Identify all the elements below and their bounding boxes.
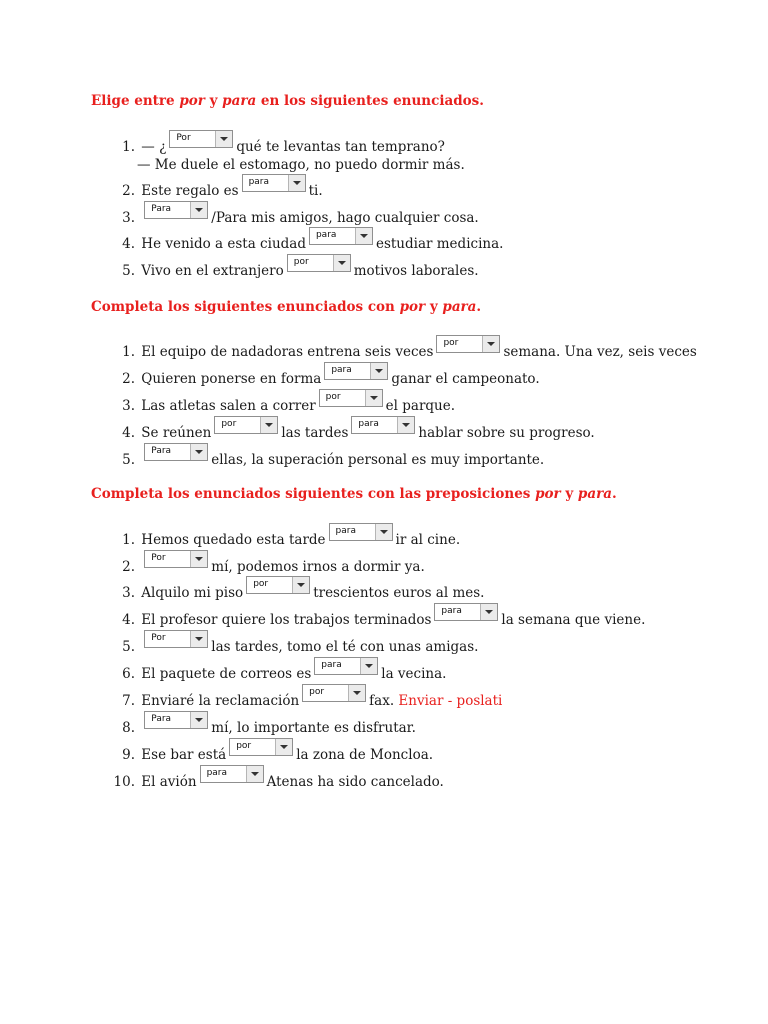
dropdown-arrow-icon[interactable] xyxy=(482,336,499,352)
dropdown-arrow-icon[interactable] xyxy=(348,685,365,701)
dropdown-arrow-icon[interactable] xyxy=(215,131,232,147)
item-text: Alquilo mi piso xyxy=(141,585,244,601)
list-item xyxy=(110,659,447,685)
item-number: 3. xyxy=(122,398,135,414)
preposition-select[interactable] xyxy=(144,201,208,219)
preposition-select[interactable] xyxy=(214,416,278,434)
preposition-select[interactable] xyxy=(242,174,306,192)
preposition-select[interactable] xyxy=(144,711,208,729)
item-text: El paquete de correos es xyxy=(141,666,312,682)
item-number: 8. xyxy=(122,720,135,736)
select-value: por xyxy=(236,740,252,751)
heading-text: y xyxy=(560,486,578,502)
list-item xyxy=(110,525,461,551)
select-value: Para xyxy=(151,445,172,456)
select-value: Por xyxy=(151,632,166,643)
item-text: semana. Una vez, seis veces xyxy=(503,344,697,360)
item-text: estudiar medicina. xyxy=(375,236,504,252)
preposition-select[interactable] xyxy=(246,576,310,594)
item-number: 5. xyxy=(122,452,135,468)
item-text: El profesor quiere los trabajos terminados xyxy=(141,612,432,628)
item-number: 5. xyxy=(122,263,135,279)
item-text: Vivo en el extranjero xyxy=(141,263,284,279)
dropdown-arrow-icon[interactable] xyxy=(190,444,207,460)
item-text: fax. xyxy=(369,693,395,709)
preposition-select[interactable] xyxy=(144,630,208,648)
list-item xyxy=(110,229,504,255)
item-text: El avión xyxy=(141,774,197,790)
preposition-select[interactable] xyxy=(319,389,383,407)
item-text: Quieren ponerse en forma xyxy=(141,371,322,387)
dropdown-arrow-icon[interactable] xyxy=(246,766,263,782)
dropdown-arrow-icon[interactable] xyxy=(190,712,207,728)
item-text: las tardes, tomo el té con unas amigas. xyxy=(211,639,479,655)
item-number: 4. xyxy=(122,236,135,252)
select-value: por xyxy=(221,418,237,429)
item-text: mí, lo importante es disfrutar. xyxy=(211,720,416,736)
item-text: Enviaré la reclamación xyxy=(141,693,300,709)
section-3-heading xyxy=(91,486,617,502)
preposition-select[interactable] xyxy=(144,443,208,461)
dropdown-arrow-icon[interactable] xyxy=(260,417,277,433)
select-value: Por xyxy=(151,552,166,563)
list-item xyxy=(110,767,444,793)
item-text: Este regalo es xyxy=(141,183,239,199)
item-number: 4. xyxy=(122,612,135,628)
item-text: motivos laborales. xyxy=(353,263,479,279)
heading-para: para xyxy=(222,93,257,109)
preposition-select[interactable] xyxy=(436,335,500,353)
list-item xyxy=(110,605,646,631)
item-continuation: — Me duele el estomago, no puedo dormir más. xyxy=(137,157,465,173)
list-item xyxy=(110,578,485,604)
item-number: 3. xyxy=(122,585,135,601)
select-value: para xyxy=(206,767,228,778)
select-value: para xyxy=(441,605,462,616)
heading-por: por xyxy=(399,299,426,315)
preposition-select[interactable] xyxy=(309,227,373,245)
list-item xyxy=(110,418,595,444)
item-text: Ese bar está xyxy=(141,747,227,763)
list-item xyxy=(110,391,456,417)
dropdown-arrow-icon[interactable] xyxy=(190,551,207,567)
heading-text: en los siguientes enunciados. xyxy=(256,93,484,109)
preposition-select[interactable] xyxy=(287,254,351,272)
preposition-select[interactable] xyxy=(324,362,388,380)
dropdown-arrow-icon[interactable] xyxy=(360,658,377,674)
select-value: para xyxy=(358,418,379,429)
item-text: Se reúnen xyxy=(141,425,212,441)
item-number: 1. xyxy=(122,532,135,548)
preposition-select[interactable] xyxy=(144,550,208,568)
heading-text: Completa los siguientes enunciados con xyxy=(91,299,400,315)
dropdown-arrow-icon[interactable] xyxy=(292,577,309,593)
item-text: El equipo de nadadoras entrena seis veces xyxy=(141,344,434,360)
preposition-select[interactable] xyxy=(314,657,378,675)
dropdown-arrow-icon[interactable] xyxy=(480,604,497,620)
select-value: Para xyxy=(151,203,172,214)
select-value: por xyxy=(293,256,309,267)
dropdown-arrow-icon[interactable] xyxy=(370,363,387,379)
item-text: Las atletas salen a correr xyxy=(141,398,316,414)
dropdown-arrow-icon[interactable] xyxy=(355,228,372,244)
item-number: 9. xyxy=(122,747,135,763)
dropdown-arrow-icon[interactable] xyxy=(288,175,305,191)
dropdown-arrow-icon[interactable] xyxy=(275,739,292,755)
item-text: ti. xyxy=(308,183,323,199)
item-number: 6. xyxy=(122,666,135,682)
dropdown-arrow-icon[interactable] xyxy=(333,255,350,271)
preposition-select[interactable] xyxy=(329,523,393,541)
preposition-select[interactable] xyxy=(434,603,498,621)
select-value: para xyxy=(248,176,270,187)
heading-para: para xyxy=(442,299,477,315)
heading-para: para xyxy=(577,486,612,502)
list-item xyxy=(110,176,323,202)
preposition-select[interactable] xyxy=(169,130,233,148)
preposition-select[interactable] xyxy=(200,765,264,783)
item-text: el parque. xyxy=(385,398,456,414)
item-number: 7. xyxy=(122,693,135,709)
item-text: ganar el campeonato. xyxy=(391,371,540,387)
select-value: para xyxy=(315,229,337,240)
select-value: para xyxy=(335,525,356,536)
select-value: por xyxy=(443,337,459,348)
item-number: 5. xyxy=(122,639,135,655)
list-item xyxy=(110,686,503,712)
item-text: qué te levantas tan temprano? xyxy=(236,139,445,155)
preposition-select[interactable] xyxy=(302,684,366,702)
item-number: 2. xyxy=(122,559,135,575)
heading-text: . xyxy=(476,299,482,315)
item-number: 3. xyxy=(122,210,135,226)
dropdown-arrow-icon[interactable] xyxy=(190,631,207,647)
select-value: por xyxy=(309,686,325,697)
preposition-select[interactable] xyxy=(229,738,293,756)
item-text: las tardes xyxy=(281,425,349,441)
heading-text: y xyxy=(204,93,223,109)
heading-por: por xyxy=(179,93,205,109)
list-item xyxy=(110,337,697,363)
section-1-heading xyxy=(91,93,484,109)
item-number: 2. xyxy=(122,183,135,199)
item-text: He venido a esta ciudad xyxy=(141,236,306,252)
item-text: la vecina. xyxy=(381,666,447,682)
select-value: Para xyxy=(151,713,172,724)
item-text: hablar sobre su progreso. xyxy=(418,425,595,441)
list-item xyxy=(110,445,545,471)
item-text: ir al cine. xyxy=(395,532,461,548)
heading-por: por xyxy=(535,486,561,502)
item-text: trescientos euros al mes. xyxy=(313,585,485,601)
item-text: Atenas ha sido cancelado. xyxy=(266,774,444,790)
list-item xyxy=(110,740,434,766)
item-text: mí, podemos irnos a dormir ya. xyxy=(211,559,425,575)
heading-text: Elige entre xyxy=(91,93,180,109)
item-number: 2. xyxy=(122,371,135,387)
select-value: para xyxy=(331,364,352,375)
item-number: 10. xyxy=(113,774,135,790)
list-item xyxy=(110,364,540,390)
dropdown-arrow-icon[interactable] xyxy=(365,390,382,406)
enviar-link[interactable]: Enviar - poslati xyxy=(398,693,503,709)
list-item xyxy=(110,713,416,739)
item-number: 1. xyxy=(122,139,135,155)
dropdown-arrow-icon[interactable] xyxy=(397,417,414,433)
heading-text: y xyxy=(425,299,443,315)
list-item xyxy=(110,256,479,282)
item-number: 1. xyxy=(122,344,135,360)
item-text: la semana que viene. xyxy=(501,612,646,628)
item-number: 4. xyxy=(122,425,135,441)
section-2-heading xyxy=(91,299,481,315)
dropdown-arrow-icon[interactable] xyxy=(375,524,392,540)
select-value: Por xyxy=(176,132,191,143)
dropdown-arrow-icon[interactable] xyxy=(190,202,207,218)
item-text: /Para mis amigos, hago cualquier cosa. xyxy=(211,210,479,226)
preposition-select[interactable] xyxy=(351,416,415,434)
heading-text: . xyxy=(611,486,617,502)
item-text: ellas, la superación personal es muy importante. xyxy=(211,452,545,468)
item-text: — ¿ xyxy=(141,139,167,155)
item-text: la zona de Moncloa. xyxy=(296,747,434,763)
item-text: Hemos quedado esta tarde xyxy=(141,532,326,548)
list-item xyxy=(110,203,479,229)
heading-text: Completa los enunciados siguientes con las preposiciones xyxy=(91,486,536,502)
select-value: por xyxy=(325,391,341,402)
select-value: por xyxy=(253,578,269,589)
list-item xyxy=(110,632,479,658)
select-value: para xyxy=(321,659,342,670)
